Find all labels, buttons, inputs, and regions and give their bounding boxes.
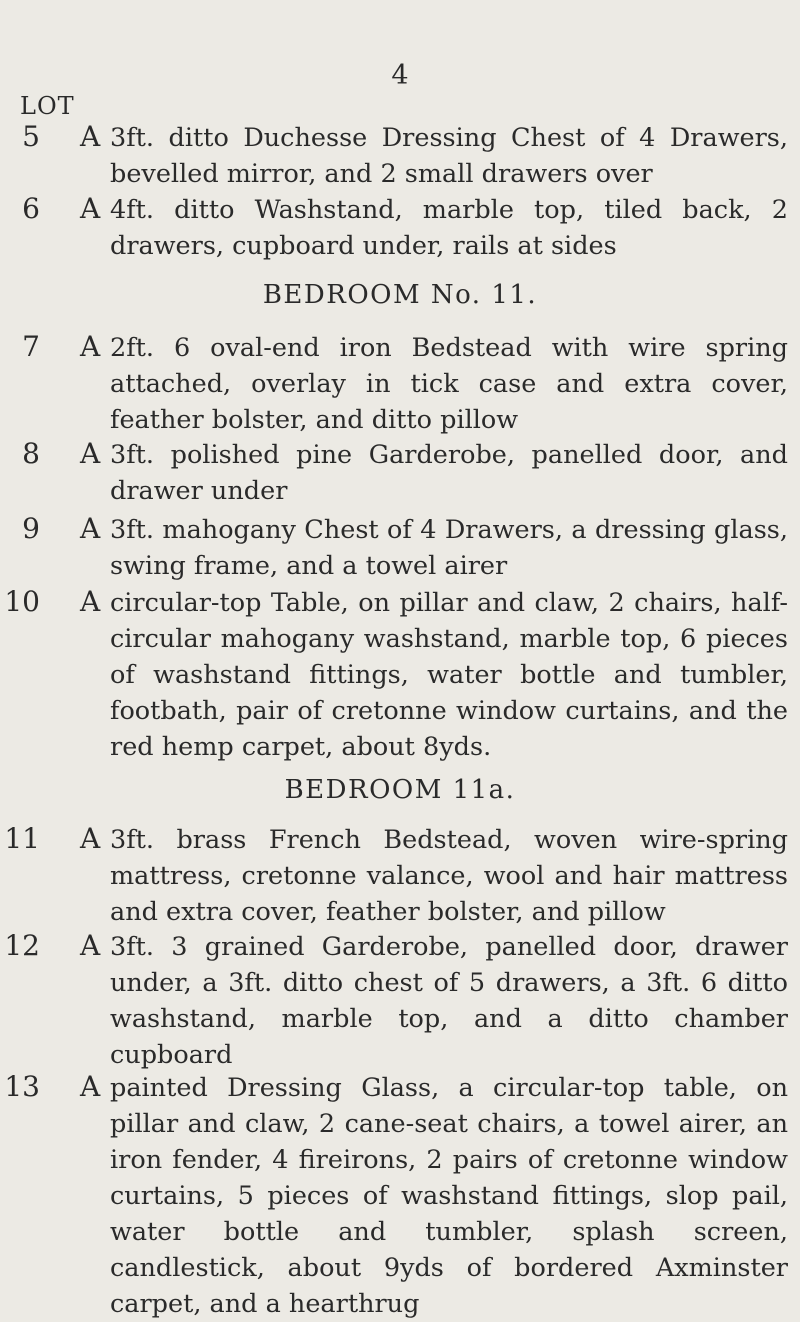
lot-number: 5 (22, 120, 40, 153)
lot-number: 13 (4, 1070, 40, 1103)
lot-description: 3ft. ditto Duchesse Dressing Chest of 4 Drawers, bevelled mirror, and 2 small drawers over (110, 123, 788, 189)
lot-description: 3ft. brass French Bedstead, woven wire-spring mattress, cretonne valance, wool and hair mattress and extra cover, feather bolster, and pillow (110, 825, 788, 927)
lot-description: 4ft. ditto Washstand, marble top, tiled back, 2 drawers, cupboard under, rails at sides (110, 195, 788, 261)
lot-letter: A (80, 1070, 101, 1103)
lot-letter: A (80, 330, 101, 363)
lot-number: 10 (4, 585, 40, 618)
section-heading: BEDROOM No. 11. (262, 280, 538, 310)
lot-number: 12 (4, 929, 40, 962)
lot-letter: A (80, 192, 101, 225)
lot-letter: A (80, 437, 101, 470)
lot-number: 7 (22, 330, 40, 363)
lot-number: 11 (4, 822, 40, 855)
lot-letter: A (80, 120, 101, 153)
lot-number: 9 (22, 512, 40, 545)
lot-description: 2ft. 6 oval-end iron Bedstead with wire spring attached, overlay in tick case and extra cover, feather bolster, and ditto pillow (110, 333, 788, 435)
lot-description: circular-top Table, on pillar and claw, 2 chairs, half-circular mahogany washstand, marble top, 6 pieces of washstand fittings, water bottle and tumbler, footbath, pair of cretonne window curtains, and the red hemp carpet, about 8yds. (110, 588, 788, 762)
lot-letter: A (80, 929, 101, 962)
lot-letter: A (80, 512, 101, 545)
lot-letter: A (80, 822, 101, 855)
lot-description: 3ft. polished pine Garderobe, panelled door, and drawer under (110, 440, 788, 506)
lot-description: 3ft. mahogany Chest of 4 Drawers, a dressing glass, swing frame, and a towel airer (110, 515, 788, 581)
page-number: 4 (391, 60, 409, 91)
lot-letter: A (80, 585, 101, 618)
lot-description: painted Dressing Glass, a circular-top table, on pillar and claw, 2 cane-seat chairs, a towel airer, an iron fender, 4 fireirons, 2 pairs of cretonne window curtains, 5 pieces of washstand fittings, slop pail, water bottle and tumbler, splash screen, candlestick, about 9yds of bordered Axminster carpet, and a hearthrug (110, 1073, 788, 1319)
lot-number: 8 (22, 437, 40, 470)
lot-number: 6 (22, 192, 40, 225)
lot-column-header: LOT (20, 92, 75, 120)
lot-description: 3ft. 3 grained Garderobe, panelled door, drawer under, a 3ft. ditto chest of 5 drawers, a 3ft. 6 ditto washstand, marble top, and a ditto chamber cupboard (110, 932, 788, 1070)
section-heading: BEDROOM 11a. (284, 775, 516, 805)
